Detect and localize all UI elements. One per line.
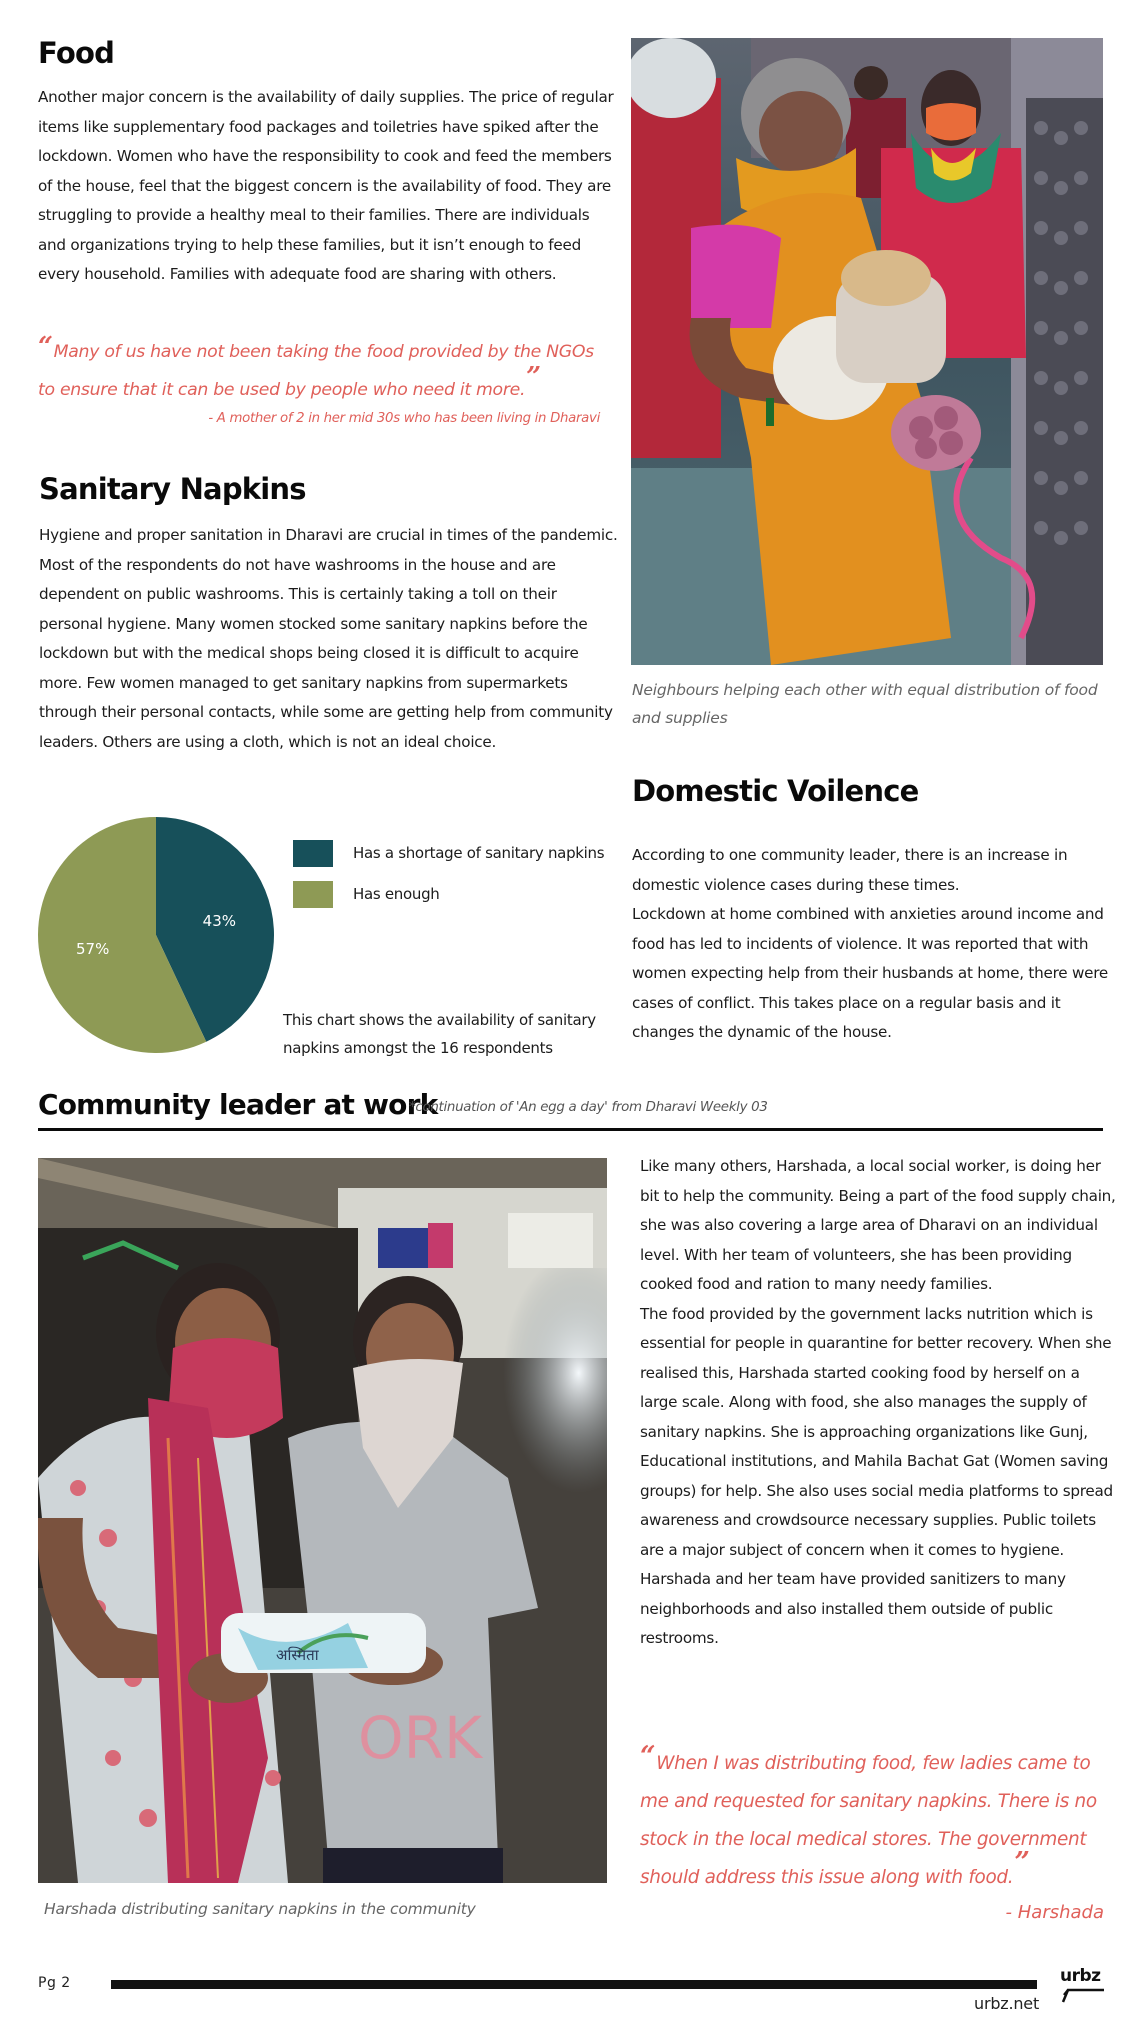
sanitary-napkins-heading: Sanitary Napkins bbox=[39, 472, 306, 506]
sanitary-pie-chart bbox=[36, 815, 276, 1055]
food-heading: Food bbox=[38, 36, 115, 70]
pie-legend bbox=[293, 838, 604, 920]
photo-neighbours-distribution bbox=[631, 38, 1103, 665]
package-brand-text: अस्मिता bbox=[276, 1646, 319, 1664]
legend-swatch-enough bbox=[293, 881, 333, 908]
page-number: Pg 2 bbox=[38, 1975, 71, 1991]
community-leader-heading: Community leader at work bbox=[38, 1088, 438, 1121]
community-leader-body bbox=[640, 1152, 1120, 1654]
harshada-quote-attribution: - Harshada bbox=[1005, 1902, 1104, 1923]
photo-harshada-illustration bbox=[38, 1158, 607, 1883]
legend-item-enough bbox=[293, 879, 604, 909]
domestic-violence-body bbox=[632, 841, 1127, 1048]
food-paragraph bbox=[38, 83, 618, 290]
photo1-caption: Neighbours helping each other with equal distribution of food and supplies bbox=[632, 681, 1098, 727]
food-pull-quote bbox=[38, 333, 610, 409]
food-quote-attribution: - A mother of 2 in her mid 30s who has been living in Dharavi bbox=[208, 411, 600, 426]
cl-paragraph-1: Like many others, Harshada, a local social worker, is doing her bit to help the community. Being a part of the food supply chain, she was also covering a large area of Dharavi on an individual level. With her team of volunteers, she has been providing cooked food and ration to many needy families. bbox=[640, 1157, 1116, 1293]
dv-paragraph-1: According to one community leader, there is an increase in domestic violence cases during these times. bbox=[632, 846, 1068, 894]
logo-checkmark-icon bbox=[1060, 1970, 1106, 2010]
community-leader-subtitle: *continuation of 'An egg a day' from Dharavi Weekly 03 bbox=[409, 1100, 768, 1115]
sanitary-paragraph bbox=[39, 521, 624, 757]
footer-url[interactable]: urbz.net bbox=[974, 1994, 1040, 2013]
cl-paragraph-2: The food provided by the government lacks nutrition which is essential for people in quarantine for better recovery. When she realised this, Harshada started cooking food by herself on a large scale. Along with food, she also manages the supply of sanitary napkins. She is approaching organizations like Gunj, Educational institutions, and Mahila Bachat Gat (Women saving groups) for help. She also uses social media platforms to spread awareness and crowdsource necessary supplies. Public toilets are a major subject of concern when it comes to hygiene. Harshada and her team have provided sanitizers to many neighborhoods and also installed them outside of public restrooms. bbox=[640, 1304, 1113, 1647]
domestic-violence-heading: Domestic Voilence bbox=[632, 774, 919, 808]
legend-label-enough: Has enough bbox=[353, 885, 440, 903]
close-quote-mark: ” bbox=[526, 362, 541, 392]
open-quote-mark: “ bbox=[38, 332, 53, 362]
pie-label-shortage: 43% bbox=[202, 911, 237, 930]
photo2-caption: Harshada distributing sanitary napkins in the community bbox=[44, 1900, 476, 1918]
harshada-quote-text: When I was distributing food, few ladies came to me and requested for sanitary napkins. There is no stock in the local medical stores. The government should address this issue along with food. bbox=[640, 1753, 1097, 1888]
photo-harshada-distributing bbox=[38, 1158, 607, 1883]
legend-label-shortage: Has a shortage of sanitary napkins bbox=[353, 844, 605, 862]
close-quote-mark: ” bbox=[1014, 1847, 1030, 1878]
food-paragraph-text: Another major concern is the availability of daily supplies. The price of regular items like supplementary food packages and toiletries have spiked after the lockdown. Women who have the responsibility to cook and feed the members of the house, feel that the biggest concern is the availability of food. They are struggling to provide a healthy meal to their families. There are individuals and organizations trying to help these families, but it isn’t enough to feed every household. Families with adequate food are sharing with others. bbox=[38, 88, 614, 283]
dv-paragraph-2: Lockdown at home combined with anxieties around income and food has led to incidents of violence. It was reported that with women expecting help from their husbands at home, there were cases of conflict. This takes place on a regular basis and it changes the dynamic of the house. bbox=[632, 905, 1108, 1041]
footer-rule bbox=[111, 1980, 1037, 1989]
chart-note: This chart shows the availability of sanitary napkins amongst the 16 respondents bbox=[283, 1011, 596, 1057]
legend-item-shortage bbox=[293, 838, 604, 868]
urbz-logo bbox=[1060, 1966, 1106, 2010]
urbz-logo-text: urbz bbox=[1060, 1966, 1101, 1986]
legend-swatch-shortage bbox=[293, 840, 333, 867]
open-quote-mark: “ bbox=[640, 1741, 656, 1772]
harshada-pull-quote bbox=[640, 1741, 1115, 1897]
pie-label-enough: 57% bbox=[75, 940, 110, 959]
sanitary-paragraph-text: Hygiene and proper sanitation in Dharavi are crucial in times of the pandemic. Most of the respondents do not have washrooms in the house and are dependent on public washrooms. This is certainly taking a toll on their personal hygiene. Many women stocked some sanitary napkins before the lockdown but with the medical shops being closed it is difficult to acquire more. Few women managed to get sanitary napkins from supermarkets through their personal contacts, while some are getting help from community leaders. Others are using a cloth, which is not an ideal choice. bbox=[39, 526, 618, 751]
food-quote-text: Many of us have not been taking the food provided by the NGOs to ensure that it can be used by people who need it more. bbox=[38, 342, 594, 400]
section-divider bbox=[38, 1128, 1103, 1131]
shirt-print-letters: ORK bbox=[358, 1704, 482, 1772]
photo-neighbours-illustration bbox=[631, 38, 1103, 665]
